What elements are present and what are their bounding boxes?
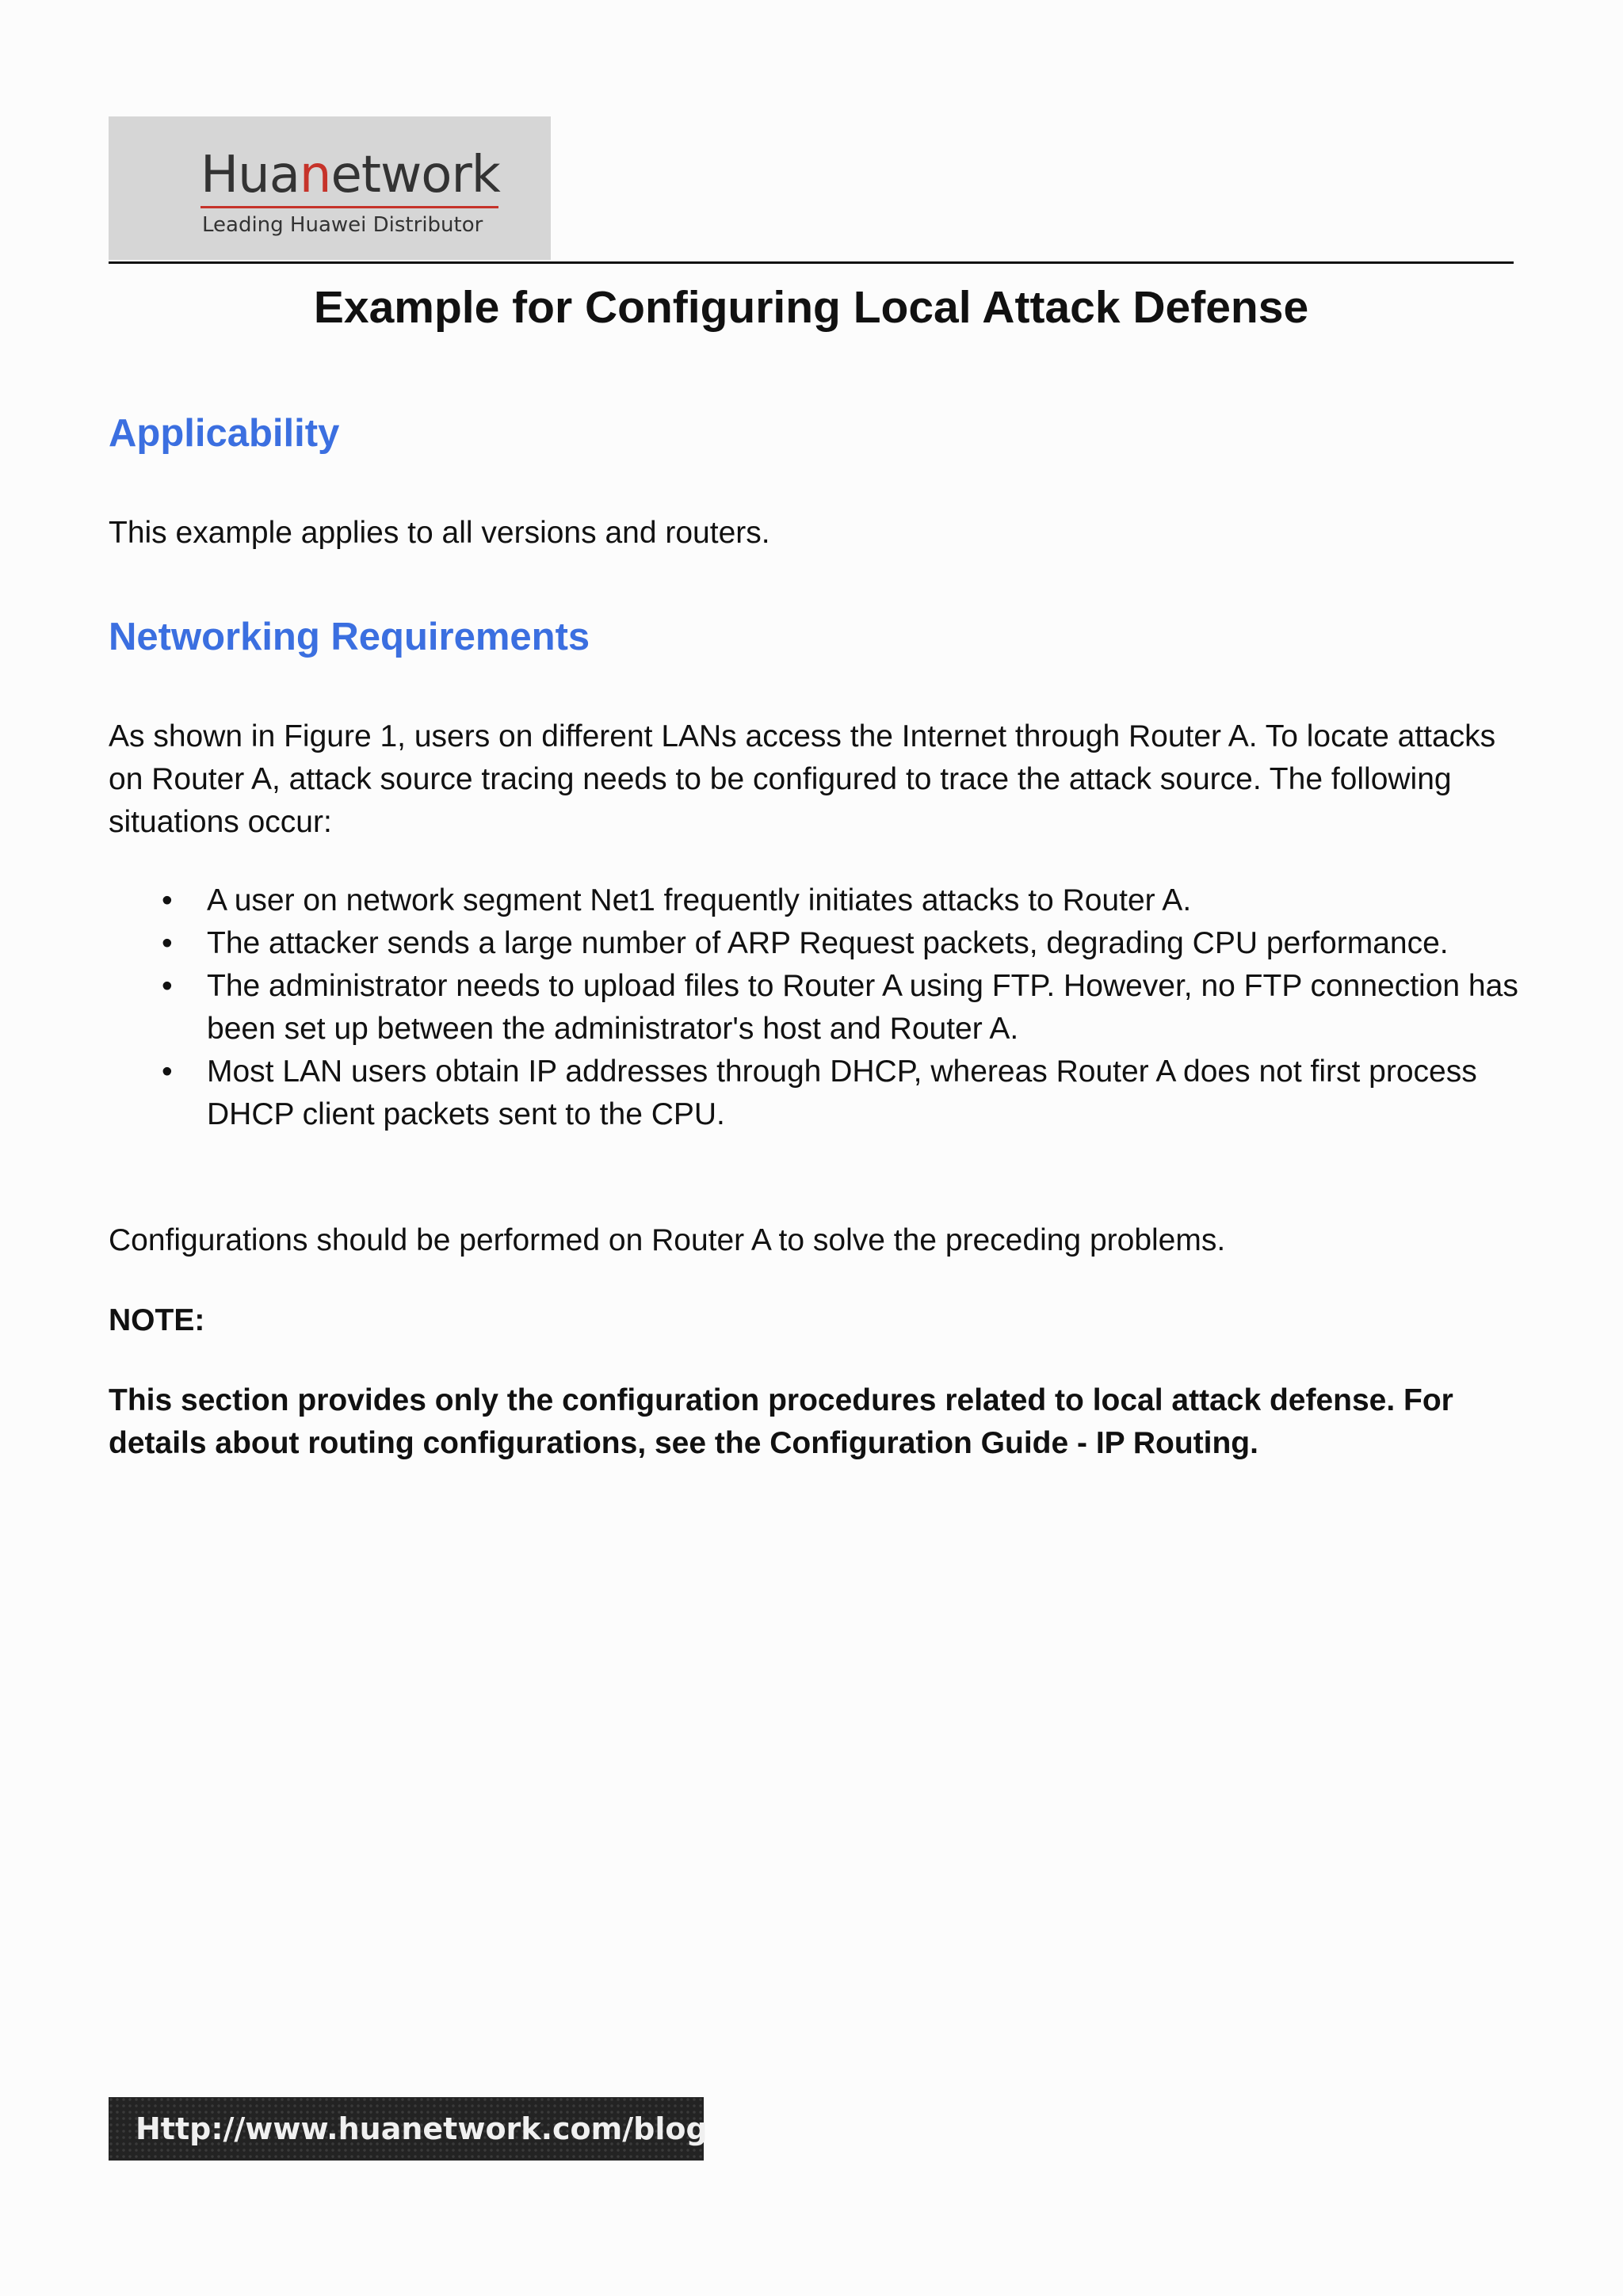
note-text: This section provides only the configuration procedures related to local attack defense. For details about routing configurations, see the Configuration Guide - IP Routing. [109,1383,1453,1460]
page-title: Example for Configuring Local Attack Defense [313,282,1309,333]
applicability-heading: Applicability [109,412,340,455]
footer-blog-banner[interactable] [109,2097,708,2161]
bullet-icon: • [162,883,173,917]
list-item: • The administrator needs to upload files to Router A using FTP. However, no FTP connection has been set up between the administrator's host and Router A. [109,965,1519,1051]
situations-list [109,879,1519,1136]
bullet-icon: • [162,1055,173,1089]
networking-intro: As shown in Figure 1, users on different LANs access the Internet through Router A. To locate attacks on Router A, attack source tracing needs to be configured to trace the attack source. The following situations occur: [109,719,1496,839]
logo-brand-name: Huanetwork [200,146,500,204]
list-item: • A user on network segment Net1 frequently initiates attacks to Router A. [109,879,1519,922]
footer-blog-link[interactable]: Http://www.huanetwork.com/blog [136,2111,708,2146]
header-divider [109,261,1514,264]
logo-underline [200,206,498,208]
logo-tagline: Leading Huawei Distributor [202,213,483,237]
huanetwork-logo [109,116,551,260]
applicability-text: This example applies to all versions and routers. [109,516,770,550]
networking-requirements-heading: Networking Requirements [109,616,590,658]
list-item: • The attacker sends a large number of ARP Request packets, degrading CPU performance. [109,922,1519,965]
list-item: • Most LAN users obtain IP addresses through DHCP, whereas Router A does not first process DHCP client packets sent to the CPU. [109,1051,1519,1136]
bullet-icon: • [162,969,173,1003]
note-label: NOTE: [109,1303,205,1337]
bullet-icon: • [162,926,173,960]
conclusion-text: Configurations should be performed on Router A to solve the preceding problems. [109,1223,1226,1257]
